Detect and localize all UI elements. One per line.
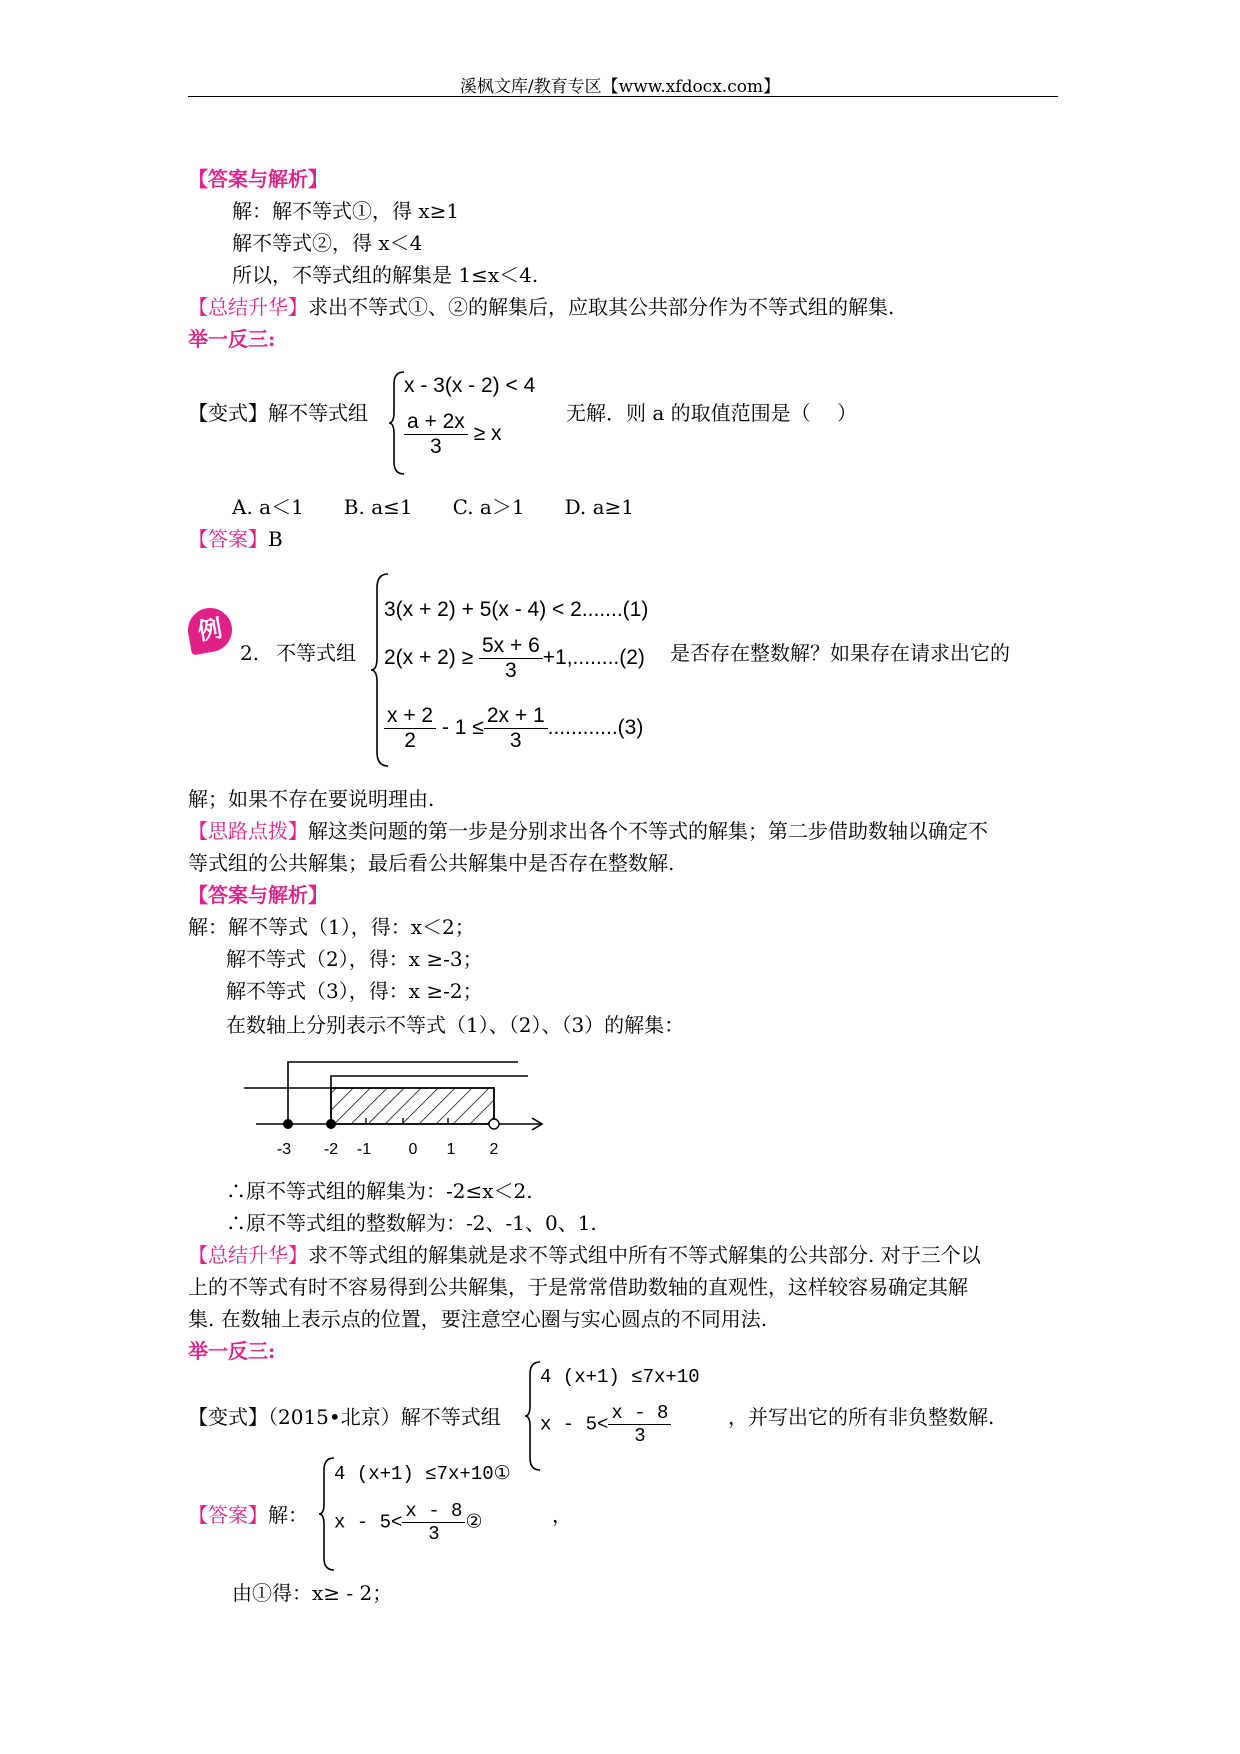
variant-tag: 【变式】 [188, 1405, 268, 1429]
inequality-rhs: +1,........(2) [542, 646, 645, 670]
summary-tag: 【总结升华】 [188, 1243, 308, 1267]
variant-tag: 【变式】 [188, 401, 268, 425]
result-line: ∴原不等式组的解集为：-2≤x＜2. [226, 1179, 533, 1203]
variant-question: 无解．则 a 的取值范围是（ ） [566, 401, 857, 425]
tick-label: -3 [276, 1141, 292, 1158]
frac-numerator: x + 2 [384, 704, 436, 729]
answer-line: 由①得：x≥ - 2； [232, 1581, 393, 1605]
example-question: 是否存在整数解？如果存在请求出它的 [670, 641, 1010, 665]
answer-line: 解不等式②，得 x＜4 [232, 231, 423, 255]
header-rule [188, 96, 1058, 97]
inequality-mark: ② [465, 1511, 483, 1534]
answer-line: 所以，不等式组的解集是 1≤x＜4. [232, 263, 539, 287]
frac-denominator: 2 [404, 729, 416, 752]
summary-line: 上的不等式有时不容易得到公共解集，于是常常借助数轴的直观性，这样较容易确定其解 [188, 1275, 968, 1299]
hint-line: 等式组的公共解集；最后看公共解集中是否存在整数解. [188, 851, 675, 875]
inequality-lhs: x - 5< [540, 1413, 609, 1436]
inequality-2 [334, 1500, 482, 1545]
summary-line [188, 294, 894, 320]
summary-text: 求出不等式①、②的解集后，应取其公共部分作为不等式组的解集. [308, 295, 895, 319]
answer-value: B [268, 527, 283, 551]
inequality-mid: - 1 ≤ [441, 716, 484, 740]
example-number: 2. [240, 641, 260, 665]
frac-denominator: 3 [509, 729, 522, 752]
inequality-rhs: ............(3) [547, 716, 644, 740]
page-header: 溪枫文库/教育专区【www.xfdocx.com】 [459, 77, 781, 97]
frac-numerator: x - 8 [608, 1402, 671, 1425]
frac-denominator: 3 [430, 435, 442, 458]
summary-line [188, 1242, 981, 1268]
hollow-point-2 [489, 1119, 499, 1129]
variant-pre: （2015•北京）解不等式组 [268, 1405, 501, 1429]
answer-pre: 解： [268, 1503, 308, 1527]
frac-numerator: 2x + 1 [484, 704, 548, 729]
summary-text: 求不等式组的解集就是求不等式组中所有不等式解集的公共部分. 对于三个以 [308, 1243, 981, 1267]
solid-point-minus3 [283, 1119, 293, 1129]
tick-label: -1 [356, 1141, 372, 1158]
options-line: A. a＜1 B. a≤1 C. a＞1 D. a≥1 [232, 495, 635, 519]
variant-label [188, 400, 368, 426]
answer-line: 解：解不等式（1），得：x＜2； [188, 915, 475, 939]
variant-pre: 解不等式组 [268, 401, 368, 425]
answer-comma: ， [552, 1503, 572, 1527]
common-solution-region [331, 1088, 494, 1124]
variant-label [188, 1404, 501, 1430]
inequality-3 [384, 704, 643, 753]
answer-line: 在数轴上分别表示不等式（1）、（2）、（3）的解集： [226, 1013, 685, 1037]
hint-line [188, 818, 988, 844]
tick-label: -2 [323, 1141, 339, 1158]
answer-tag: 【答案】 [188, 527, 268, 551]
answer-line: 解不等式（2），得：x ≥-3； [226, 947, 483, 971]
inequality-lhs: 2(x + 2) ≥ [384, 646, 474, 670]
inequality-1: 4 (x+1) ≤7x+10① [334, 1463, 511, 1485]
variant-question: ，并写出它的所有非负整数解. [728, 1405, 995, 1429]
inequality-1: 3(x + 2) + 5(x - 4) < 2.......(1) [384, 598, 649, 621]
answer-line [188, 1502, 308, 1528]
practice-heading: 举一反三: [188, 1339, 276, 1363]
answer-line [188, 526, 283, 552]
result-line: ∴原不等式组的整数解为：-2、-1、0、1. [226, 1211, 597, 1235]
inequality-1: x - 3(x - 2) < 4 [404, 374, 536, 397]
frac-numerator: a + 2x [404, 410, 468, 435]
frac-numerator: x - 8 [402, 1500, 465, 1523]
frac-denominator: 3 [634, 1425, 646, 1447]
inequality-2 [384, 634, 645, 683]
answer-analysis-tag: 【答案与解析】 [188, 167, 328, 191]
tick-label: 2 [489, 1141, 499, 1158]
summary-tag: 【总结升华】 [188, 295, 308, 319]
frac-denominator: 3 [505, 659, 517, 682]
tick-label: 1 [446, 1141, 456, 1158]
answer-tag: 【答案】 [188, 1503, 268, 1527]
inequality-lhs: x - 5< [334, 1511, 403, 1534]
inequality-2 [540, 1402, 671, 1447]
inequality-2 [404, 410, 502, 459]
example-pre: 不等式组 [276, 641, 356, 665]
inequality-1: 4 (x+1) ≤7x+10 [540, 1366, 700, 1388]
solid-point-minus2 [326, 1119, 336, 1129]
summary-line: 集. 在数轴上表示点的位置，要注意空心圈与实心圆点的不同用法. [188, 1307, 768, 1331]
frac-numerator: 5x + 6 [479, 634, 543, 659]
frac-denominator: 3 [428, 1523, 440, 1545]
number-line-figure [236, 1052, 556, 1176]
example-badge: 例 [185, 605, 236, 656]
answer-line: 解：解不等式①，得 x≥1 [232, 199, 460, 223]
example-question-cont: 解；如果不存在要说明理由. [188, 787, 435, 811]
hint-tag: 【思路点拨】 [188, 819, 308, 843]
tick-label: 0 [408, 1141, 418, 1158]
answer-analysis-tag: 【答案与解析】 [188, 883, 328, 907]
inequality-rhs: ≥ x [473, 422, 502, 446]
answer-line: 解不等式（3），得：x ≥-2； [226, 979, 483, 1003]
practice-heading: 举一反三: [188, 327, 276, 351]
hint-text: 解这类问题的第一步是分别求出各个不等式的解集；第二步借助数轴以确定不 [308, 819, 988, 843]
